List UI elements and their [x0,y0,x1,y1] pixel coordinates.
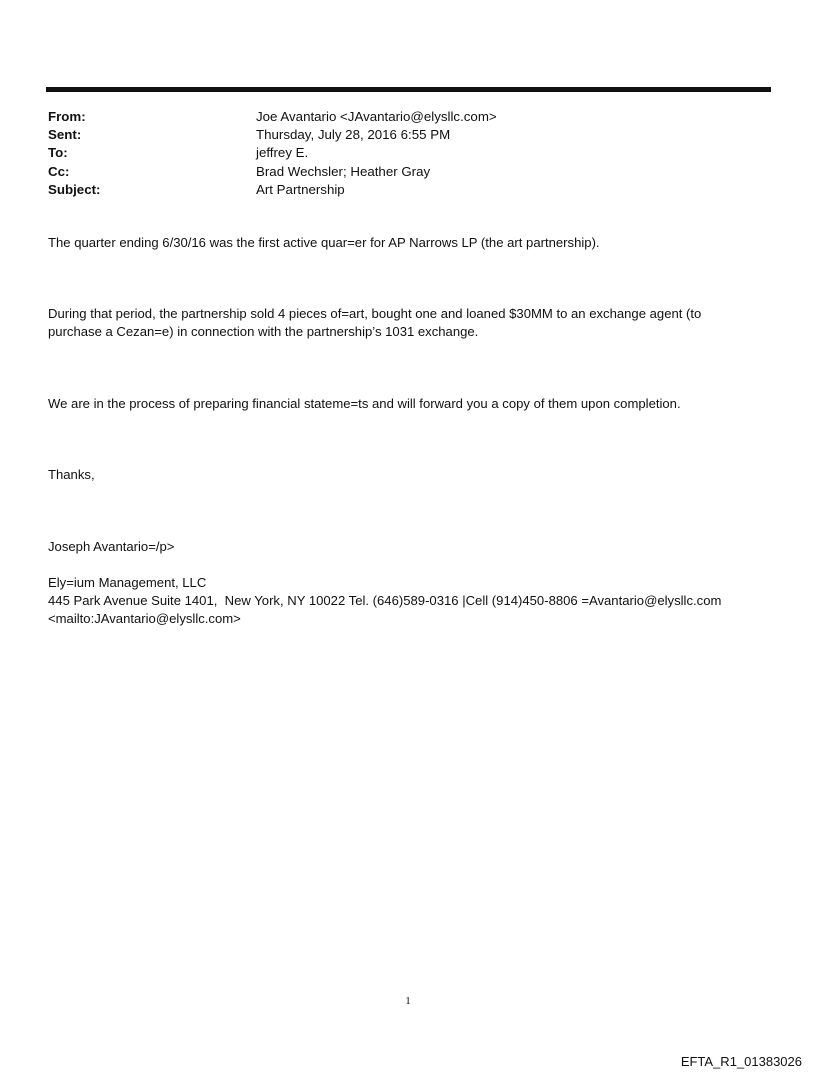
header-row-subject [48,181,768,199]
signature-block: Ely=ium Management, LLC 445 Park Avenue Suite 1401, New York, NY 10022 Tel. (646)589-0316 |Cell (914)450-8806 =Avantario@elysllc.com <mailto:JAvantario@elysllc.com> [48,575,722,627]
to-label: To: [48,145,68,161]
from-value: Joe Avantario <JAvantario@elysllc.com> [256,109,497,124]
signature-name: Joseph Avantario=/p> [48,539,175,554]
body-closing: Thanks, [48,467,95,482]
email-header [48,108,768,199]
header-divider [46,87,771,92]
cc-label: Cc: [48,163,70,179]
header-row-to [48,144,768,162]
subject-value: Art Partnership [256,181,345,197]
sent-label: Sent: [48,127,82,143]
from-label: From: [48,109,86,124]
header-row-cc [48,163,768,181]
subject-label: Subject: [48,181,101,197]
cc-value: Brad Wechsler; Heather Gray [256,163,431,179]
body-paragraph-statements: We are in the process of preparing financial stateme=ts and will forward you a copy of them upon completion. [48,396,681,411]
header-row-sent [48,126,768,144]
body-paragraph-quarter: The quarter ending 6/30/16 was the first active quar=er for AP Narrows LP (the art partnership). [48,235,600,250]
to-value: jeffrey E. [256,145,309,161]
header-row-from [48,108,768,126]
document-id: EFTA_R1_01383026 [680,1054,802,1069]
page-number: 1 [405,995,411,1007]
body-paragraph-activity: During that period, the partnership sold 4 pieces of=art, bought one and loaned $30MM to an exchange agent (to purchase a Cezan=e) in connection with the partnership’s 1031 exchange. [48,306,702,340]
sent-value: Thursday, July 28, 2016 6:55 PM [256,127,451,143]
